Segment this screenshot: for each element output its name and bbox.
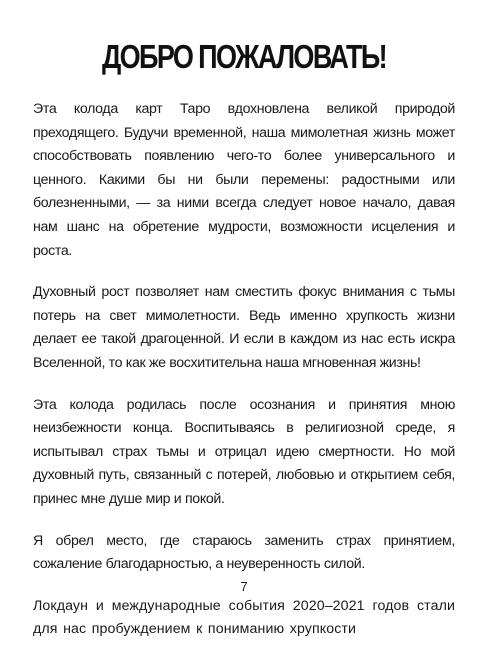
page-number: 7: [240, 579, 248, 594]
body-text: [33, 98, 455, 660]
paragraph-1: Эта колода карт Таро вдохновлена великой природой преходящего. Будучи временной, наша мимолетная жизнь может способствовать появлению чего-то более универсального и ценного. Какими бы ни были перемены: радостными или болезненными, — за ними всегда следует новое начало, давая нам шанс на обретение мудрости, возможности исцеления и роста.: [33, 101, 455, 259]
paragraph-4: Я обрел место, где стараюсь заменить страх принятием, сожаление благодарностью, а неуверенность силой.: [33, 532, 455, 573]
paragraph-3: Эта колода родилась после осознания и принятия мною неизбежности конца. Воспитываясь в религиозной среде, я испытывал страх тьмы и отрицал идею смертности. Но мой духовный путь, связанный с потерей, любовью и открытием себя, принес мне душе мир и покой.: [33, 396, 455, 507]
page-title: ДОБРО ПОЖАЛОВАТЬ!: [101, 38, 387, 75]
paragraph-5: Локдаун и международные события 2020–2021 годов стали для нас пробуждением к пониманию хрупкости: [33, 597, 455, 638]
paragraph-2: Духовный рост позволяет нам сместить фокус внимания с тьмы потерь на свет мимолетности. Ведь именно хрупкость жизни делает ее такой драгоценной. И если в каждом из нас есть искра Вселенной, то как же восхитительна наша мгновенная жизнь!: [33, 284, 455, 371]
